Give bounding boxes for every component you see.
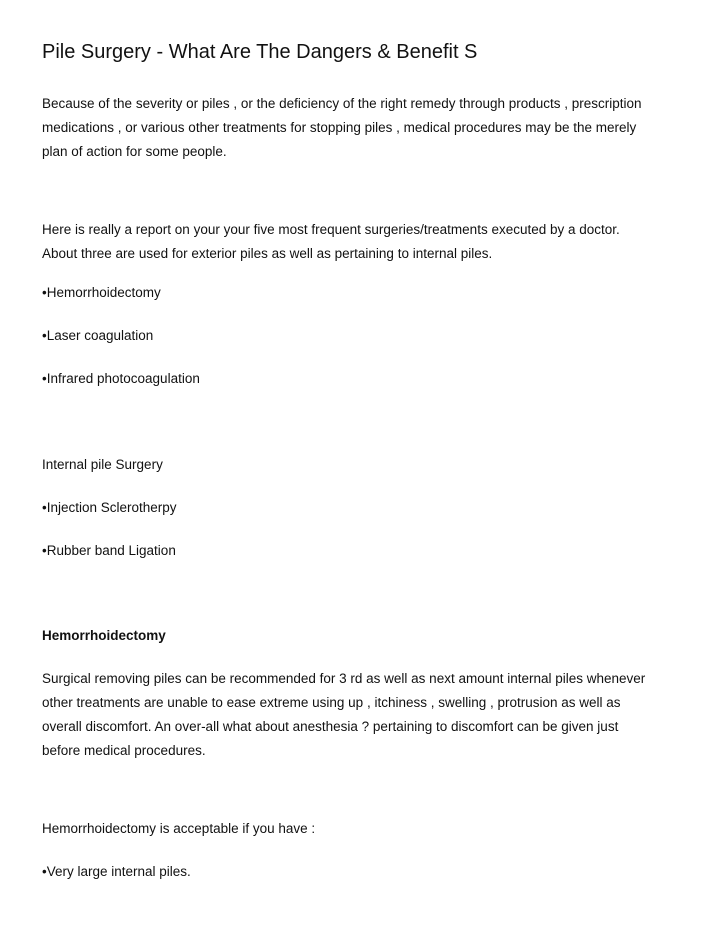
page-title: Pile Surgery - What Are The Dangers & Benefit S: [42, 41, 478, 63]
report-paragraph: [42, 218, 620, 266]
list-item: •Rubber band Ligation: [42, 543, 176, 558]
section-line: overall discomfort. An over-all what about anesthesia ? pertaining to discomfort can be given just: [42, 719, 619, 734]
section-line: Surgical removing piles can be recommended for 3 rd as well as next amount internal piles whenever: [42, 671, 646, 686]
intro-line: medications , or various other treatments for stopping piles , medical procedures may be the merely: [42, 120, 637, 135]
report-line: Here is really a report on your your five most frequent surgeries/treatments executed by a doctor.: [42, 222, 620, 237]
section-subheading: Internal pile Surgery: [42, 457, 163, 472]
report-line: About three are used for exterior piles as well as pertaining to internal piles.: [42, 246, 493, 261]
list-item: •Very large internal piles.: [42, 864, 191, 879]
section-line: other treatments are unable to ease extreme using up , itchiness , swelling , protrusion as well as: [42, 695, 621, 710]
list-item: •Injection Sclerotherpy: [42, 500, 177, 515]
intro-paragraph: [42, 92, 642, 164]
section-line: before medical procedures.: [42, 743, 206, 758]
section-paragraph: [42, 667, 645, 763]
list-item: •Laser coagulation: [42, 328, 154, 343]
list-item: •Hemorrhoidectomy: [42, 285, 161, 300]
intro-line: Because of the severity or piles , or the deficiency of the right remedy through products , prescription: [42, 96, 642, 111]
section-heading: Hemorrhoidectomy: [42, 628, 166, 643]
intro-line: plan of action for some people.: [42, 144, 227, 159]
list-item: •Infrared photocoagulation: [42, 371, 200, 386]
acceptable-intro: Hemorrhoidectomy is acceptable if you have :: [42, 821, 316, 836]
